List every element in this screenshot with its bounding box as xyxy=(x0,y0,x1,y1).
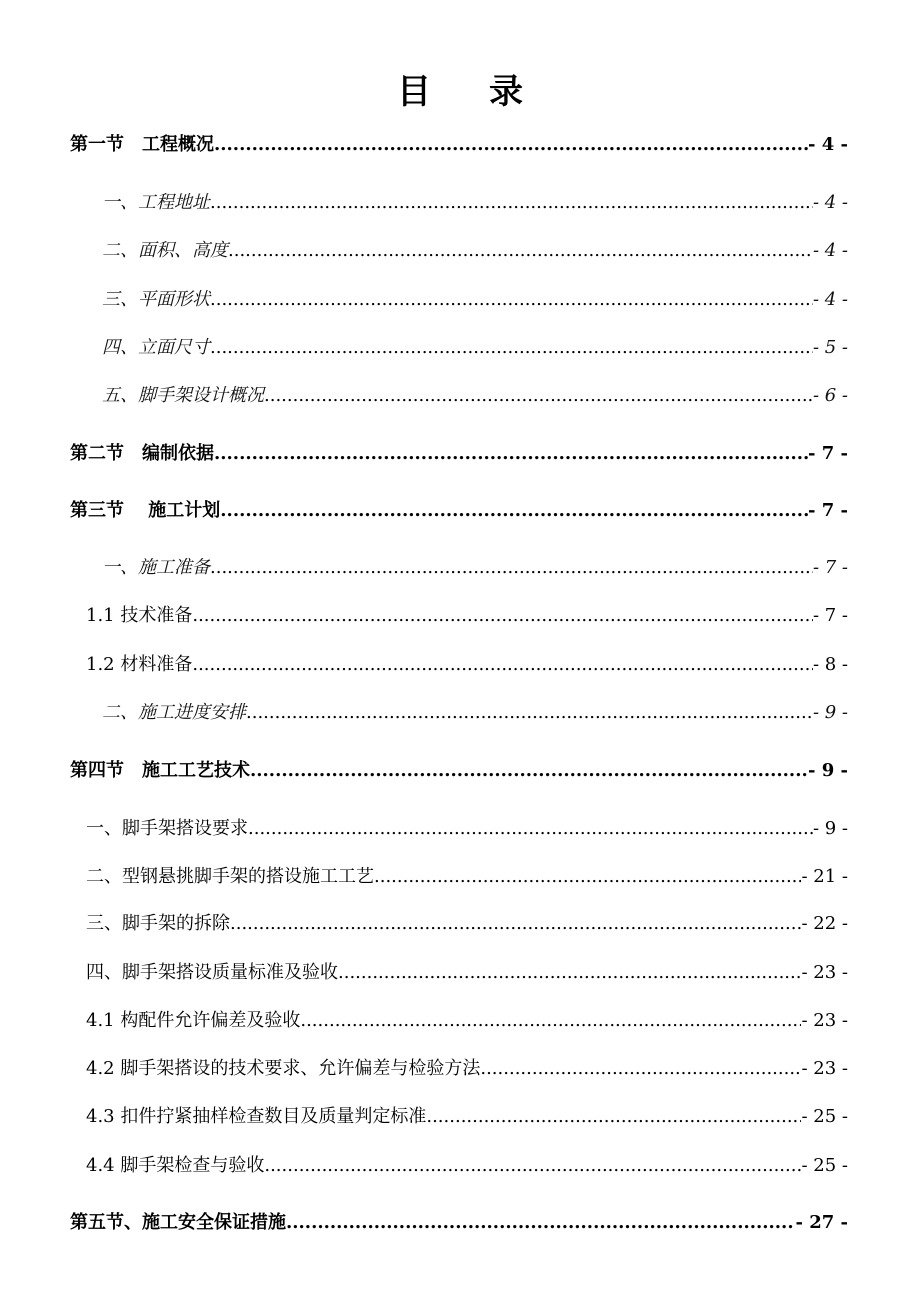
toc-entry-page: - 23 - xyxy=(801,1010,848,1031)
toc-entry-page: - 22 - xyxy=(801,913,848,934)
toc-entry[interactable] xyxy=(86,1006,848,1032)
toc-entry-page: - 7 - xyxy=(812,605,848,626)
dot-leader xyxy=(374,866,801,887)
toc-entry-label: 三、脚手架的拆除 xyxy=(86,913,230,934)
dot-leader xyxy=(480,1058,801,1079)
toc-entry[interactable] xyxy=(102,285,848,311)
toc-entry-page: - 21 - xyxy=(801,866,848,887)
toc-entry[interactable] xyxy=(102,333,848,359)
dot-leader xyxy=(248,818,813,839)
toc-entry-label: 4.1 构配件允许偏差及验收 xyxy=(86,1010,301,1031)
toc-entry[interactable] xyxy=(86,650,848,676)
toc-entry-label: 二、面积、高度 xyxy=(102,240,228,261)
toc-entry-label: 第一节 工程概况 xyxy=(70,134,214,155)
dot-leader xyxy=(264,1155,801,1176)
dot-leader xyxy=(220,500,808,521)
toc-entry-label: 四、立面尺寸 xyxy=(102,337,210,358)
dot-leader xyxy=(192,605,813,626)
toc-entry-page: - 23 - xyxy=(801,1058,848,1079)
toc-entry-section-2[interactable] xyxy=(70,439,848,465)
toc-entry[interactable] xyxy=(102,236,848,262)
dot-leader xyxy=(214,443,808,464)
toc-entry-label: 一、工程地址 xyxy=(102,192,210,213)
toc-entry[interactable] xyxy=(86,958,848,984)
toc-entry-page: - 23 - xyxy=(801,962,848,983)
toc-entry-page: - 25 - xyxy=(801,1155,848,1176)
toc-entry-section-1[interactable] xyxy=(70,130,848,156)
toc-entry-page: - 4 - xyxy=(808,134,848,155)
dot-leader xyxy=(210,557,813,578)
toc-entry-label: 第五节、施工安全保证措施 xyxy=(70,1212,286,1233)
toc-entry[interactable] xyxy=(86,1054,848,1080)
toc-entry[interactable] xyxy=(86,909,848,935)
dot-leader xyxy=(264,385,813,406)
toc-entry-page: - 4 - xyxy=(812,192,848,213)
toc-entry[interactable] xyxy=(86,862,848,888)
toc-entry-page: - 9 - xyxy=(808,760,848,781)
toc-entry-page: - 4 - xyxy=(812,289,848,310)
toc-entry-label: 三、平面形状 xyxy=(102,289,210,310)
dot-leader xyxy=(426,1106,801,1127)
toc-entry[interactable] xyxy=(86,814,848,840)
dot-leader xyxy=(192,654,813,675)
dot-leader xyxy=(286,1212,795,1233)
toc-entry-section-5[interactable] xyxy=(70,1208,848,1234)
toc-entry-label: 4.4 脚手架检查与验收 xyxy=(86,1155,265,1176)
toc-entry-label: 4.2 脚手架搭设的技术要求、允许偏差与检验方法 xyxy=(86,1058,481,1079)
toc-entry-section-4[interactable] xyxy=(70,756,848,782)
toc-entry-label: 第三节 施工计划 xyxy=(70,500,221,521)
toc-entry[interactable] xyxy=(102,188,848,214)
toc-entry-page: - 5 - xyxy=(812,337,848,358)
toc-entry-label: 二、型钢悬挑脚手架的搭设施工工艺 xyxy=(86,866,374,887)
toc-entry-label: 4.3 扣件拧紧抽样检查数目及质量判定标准 xyxy=(86,1106,427,1127)
toc-entry-label: 一、施工准备 xyxy=(102,557,210,578)
dot-leader xyxy=(250,760,808,781)
toc-entry-label: 第四节 施工工艺技术 xyxy=(70,760,250,781)
dot-leader xyxy=(210,337,813,358)
toc-entry-page: - 7 - xyxy=(812,557,848,578)
toc-entry-page: - 27 - xyxy=(795,1212,848,1233)
toc-entry[interactable] xyxy=(102,553,848,579)
toc-entry-page: - 7 - xyxy=(808,443,848,464)
toc-entry-page: - 9 - xyxy=(812,702,848,723)
dot-leader xyxy=(246,702,813,723)
toc-entry[interactable] xyxy=(102,698,848,724)
toc-entry-page: - 7 - xyxy=(808,500,848,521)
toc-entry-page: - 9 - xyxy=(812,818,848,839)
toc-entry-section-3[interactable] xyxy=(70,496,848,522)
toc-entry-label: 五、脚手架设计概况 xyxy=(102,385,264,406)
dot-leader xyxy=(214,134,808,155)
toc-entry-label: 1.1 技术准备 xyxy=(86,605,193,626)
dot-leader xyxy=(210,192,813,213)
title-char-2: 录 xyxy=(489,72,523,112)
toc-entry[interactable] xyxy=(86,1151,848,1177)
toc-entry-label: 一、脚手架搭设要求 xyxy=(86,818,248,839)
dot-leader xyxy=(230,913,801,934)
toc-entry-label: 四、脚手架搭设质量标准及验收 xyxy=(86,962,338,983)
dot-leader xyxy=(300,1010,801,1031)
toc-entry-page: - 25 - xyxy=(801,1106,848,1127)
toc-entry-page: - 8 - xyxy=(812,654,848,675)
toc-entry[interactable] xyxy=(86,1102,848,1128)
document-title xyxy=(0,64,920,113)
dot-leader xyxy=(338,962,801,983)
toc-entry[interactable] xyxy=(102,381,848,407)
toc-entry-label: 1.2 材料准备 xyxy=(86,654,193,675)
toc-entry-label: 二、施工进度安排 xyxy=(102,702,246,723)
dot-leader xyxy=(210,289,813,310)
toc-entry-page: - 6 - xyxy=(812,385,848,406)
title-char-1: 目 xyxy=(397,72,431,112)
toc-entry-page: - 4 - xyxy=(812,240,848,261)
dot-leader xyxy=(228,240,813,261)
toc-entry-label: 第二节 编制依据 xyxy=(70,443,214,464)
toc-entry[interactable] xyxy=(86,601,848,627)
